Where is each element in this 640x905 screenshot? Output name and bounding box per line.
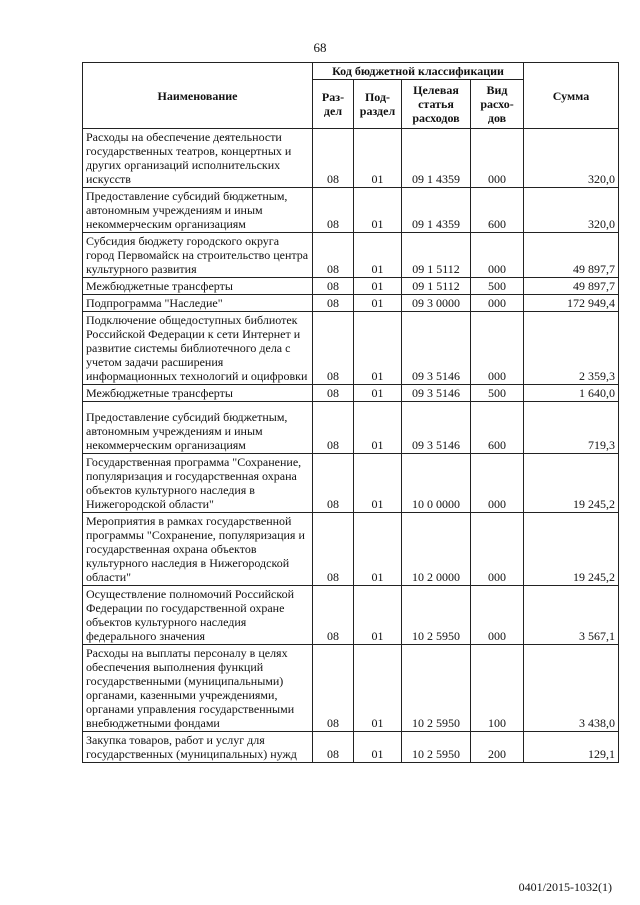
header-subsection: Под- раздел (354, 80, 402, 129)
row-section: 08 (313, 278, 354, 295)
row-target: 09 1 4359 (402, 129, 471, 188)
row-name: Подпрограмма "Наследие" (83, 295, 313, 312)
table-row (83, 586, 619, 645)
row-name: Осуществление полномочий Российской Федерации по государственной охране объектов культурного наследия федерального значения (83, 586, 313, 645)
table-row (83, 732, 619, 763)
row-subsection: 01 (354, 278, 402, 295)
header-name: Наименование (83, 63, 313, 129)
row-section: 08 (313, 402, 354, 454)
row-type: 000 (471, 233, 524, 278)
row-sum: 1 640,0 (524, 385, 619, 402)
row-name: Расходы на выплаты персоналу в целях обеспечения выполнения функций государственными (муниципальными) органами, казенными учреждениями, органами управления государственными внебюджетными фондами (83, 645, 313, 732)
row-section: 08 (313, 732, 354, 763)
row-section: 08 (313, 385, 354, 402)
row-subsection: 01 (354, 454, 402, 513)
row-type: 500 (471, 385, 524, 402)
row-target: 09 3 5146 (402, 312, 471, 385)
row-name: Предоставление субсидий бюджетным, автономным учреждениям и иным некоммерческим организациям (83, 188, 313, 233)
budget-table (82, 62, 619, 763)
row-target: 09 3 5146 (402, 402, 471, 454)
row-subsection: 01 (354, 732, 402, 763)
table-row (83, 295, 619, 312)
row-sum: 172 949,4 (524, 295, 619, 312)
row-subsection: 01 (354, 233, 402, 278)
row-type: 000 (471, 454, 524, 513)
row-sum: 3 567,1 (524, 586, 619, 645)
row-sum: 719,3 (524, 402, 619, 454)
row-target: 09 3 5146 (402, 385, 471, 402)
row-type: 000 (471, 129, 524, 188)
row-target: 09 1 4359 (402, 188, 471, 233)
row-subsection: 01 (354, 513, 402, 586)
row-subsection: 01 (354, 129, 402, 188)
row-sum: 320,0 (524, 129, 619, 188)
row-name: Закупка товаров, работ и услуг для государственных (муниципальных) нужд (83, 732, 313, 763)
row-target: 09 1 5112 (402, 233, 471, 278)
row-section: 08 (313, 129, 354, 188)
row-type: 000 (471, 295, 524, 312)
row-name: Государственная программа "Сохранение, популяризация и государственная охрана объектов культурного наследия в Нижегородской области" (83, 454, 313, 513)
row-type: 000 (471, 312, 524, 385)
table-row (83, 645, 619, 732)
row-subsection: 01 (354, 645, 402, 732)
row-section: 08 (313, 295, 354, 312)
table-row (83, 312, 619, 385)
row-sum: 19 245,2 (524, 513, 619, 586)
row-subsection: 01 (354, 402, 402, 454)
header-type: Вид расхо- дов (471, 80, 524, 129)
row-sum: 49 897,7 (524, 278, 619, 295)
row-name: Расходы на обеспечение деятельности государственных театров, концертных и других организаций исполнительских искусств (83, 129, 313, 188)
table-row (83, 513, 619, 586)
row-name: Подключение общедоступных библиотек Российской Федерации к сети Интернет и развитие системы библиотечного дела с учетом задачи расширения информационных технологий и оцифровки (83, 312, 313, 385)
row-section: 08 (313, 513, 354, 586)
row-target: 10 0 0000 (402, 454, 471, 513)
row-type: 600 (471, 402, 524, 454)
row-sum: 19 245,2 (524, 454, 619, 513)
row-sum: 2 359,3 (524, 312, 619, 385)
row-type: 100 (471, 645, 524, 732)
row-section: 08 (313, 233, 354, 278)
row-subsection: 01 (354, 385, 402, 402)
header-code-group: Код бюджетной классификации (313, 63, 524, 80)
row-target: 10 2 5950 (402, 586, 471, 645)
row-target: 09 3 0000 (402, 295, 471, 312)
row-type: 200 (471, 732, 524, 763)
header-sum: Сумма (524, 63, 619, 129)
row-target: 10 2 5950 (402, 732, 471, 763)
row-name: Межбюджетные трансферты (83, 385, 313, 402)
row-type: 000 (471, 513, 524, 586)
row-section: 08 (313, 312, 354, 385)
table-row (83, 402, 619, 454)
row-section: 08 (313, 645, 354, 732)
table-row (83, 278, 619, 295)
row-target: 09 1 5112 (402, 278, 471, 295)
row-sum: 320,0 (524, 188, 619, 233)
row-sum: 49 897,7 (524, 233, 619, 278)
row-name: Межбюджетные трансферты (83, 278, 313, 295)
row-type: 600 (471, 188, 524, 233)
row-subsection: 01 (354, 188, 402, 233)
row-subsection: 01 (354, 586, 402, 645)
table-row (83, 233, 619, 278)
row-section: 08 (313, 586, 354, 645)
table-row (83, 385, 619, 402)
document-code: 0401/2015-1032(1) (518, 880, 612, 894)
row-type: 000 (471, 586, 524, 645)
header-section: Раз- дел (313, 80, 354, 129)
row-target: 10 2 0000 (402, 513, 471, 586)
row-subsection: 01 (354, 312, 402, 385)
row-section: 08 (313, 454, 354, 513)
table-row (83, 188, 619, 233)
row-name: Мероприятия в рамках государственной программы "Сохранение, популяризация и государственная охрана объектов культурного наследия в Нижегородской области" (83, 513, 313, 586)
row-sum: 129,1 (524, 732, 619, 763)
row-name: Субсидия бюджету городского округа город Первомайск на строительство центра культурного развития (83, 233, 313, 278)
row-name: Предоставление субсидий бюджетным, автономным учреждениям и иным некоммерческим организациям (83, 402, 313, 454)
row-subsection: 01 (354, 295, 402, 312)
table-row (83, 129, 619, 188)
row-section: 08 (313, 188, 354, 233)
header-target: Целевая статья расходов (402, 80, 471, 129)
row-target: 10 2 5950 (402, 645, 471, 732)
row-type: 500 (471, 278, 524, 295)
table-row (83, 454, 619, 513)
page-number: 68 (313, 40, 327, 55)
row-sum: 3 438,0 (524, 645, 619, 732)
